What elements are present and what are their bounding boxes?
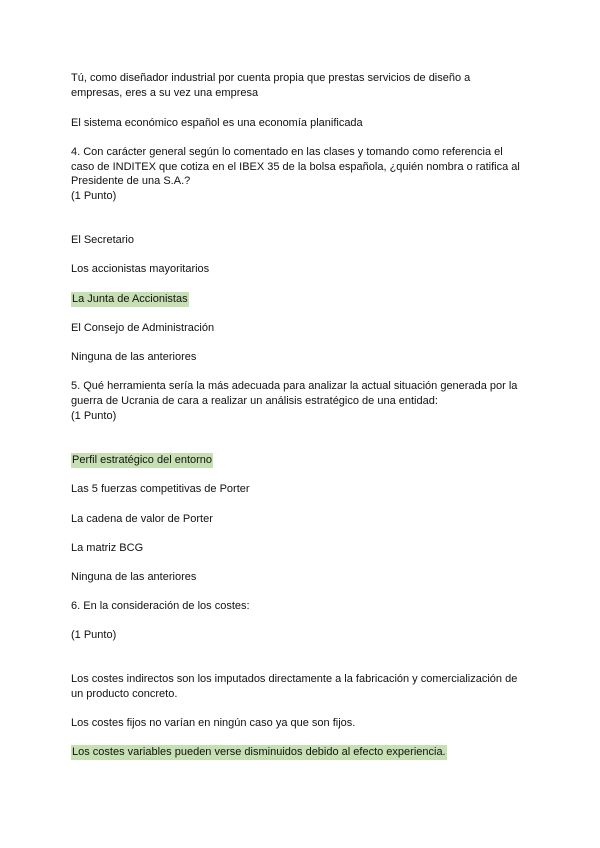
question-4-text: 4. Con carácter general según lo comentado en las clases y tomando como referencia el caso de INDITEX que cotiza en el IBEX 35 de la bolsa española, ¿quién nombra o ratifica al Presidente de una S.A.?	[71, 146, 520, 188]
q4-option-5[interactable]: Ninguna de las anteriores	[71, 351, 197, 363]
question-5-text: 5. Qué herramienta sería la más adecuada para analizar la actual situación generada por la guerra de Ucrania de cara a realizar un análisis estratégico de una entidad:	[71, 380, 518, 407]
answer-highlight: Los costes variables pueden verse disminuidos debido al efecto experiencia.	[72, 746, 446, 758]
q4-option-3-selected[interactable]	[71, 292, 531, 307]
q4-option-1[interactable]: El Secretario	[71, 234, 134, 246]
answer-highlight: La Junta de Accionistas	[72, 293, 188, 305]
q5-option-5[interactable]: Ninguna de las anteriores	[71, 571, 197, 583]
q6-option-1[interactable]: Los costes indirectos son los imputados directamente a la fabricación y comercialización de un producto concreto.	[71, 673, 518, 700]
question-6-points: (1 Punto)	[71, 629, 117, 641]
answer-highlight: Perfil estratégico del entorno	[72, 454, 213, 466]
q5-option-3[interactable]: La cadena de valor de Porter	[71, 513, 213, 525]
q6-option-3-selected[interactable]	[71, 745, 531, 760]
q6-option-2[interactable]: Los costes fijos no varían en ningún caso ya que son fijos.	[71, 717, 356, 729]
statement-1: Tú, como diseñador industrial por cuenta propia que prestas servicios de diseño a empresas, eres a su vez una empresa	[71, 72, 471, 99]
q4-option-4[interactable]: El Consejo de Administración	[71, 322, 215, 334]
question-4-points: (1 Punto)	[71, 190, 117, 202]
q5-option-1-selected[interactable]	[71, 453, 531, 468]
statement-2: El sistema económico español es una economía planificada	[71, 117, 363, 129]
q5-option-2[interactable]: Las 5 fuerzas competitivas de Porter	[71, 483, 250, 495]
q5-option-4[interactable]: La matriz BCG	[71, 542, 144, 554]
question-5-points: (1 Punto)	[71, 410, 117, 422]
q4-option-2[interactable]: Los accionistas mayoritarios	[71, 263, 210, 275]
question-6-text: 6. En la consideración de los costes:	[71, 600, 250, 612]
